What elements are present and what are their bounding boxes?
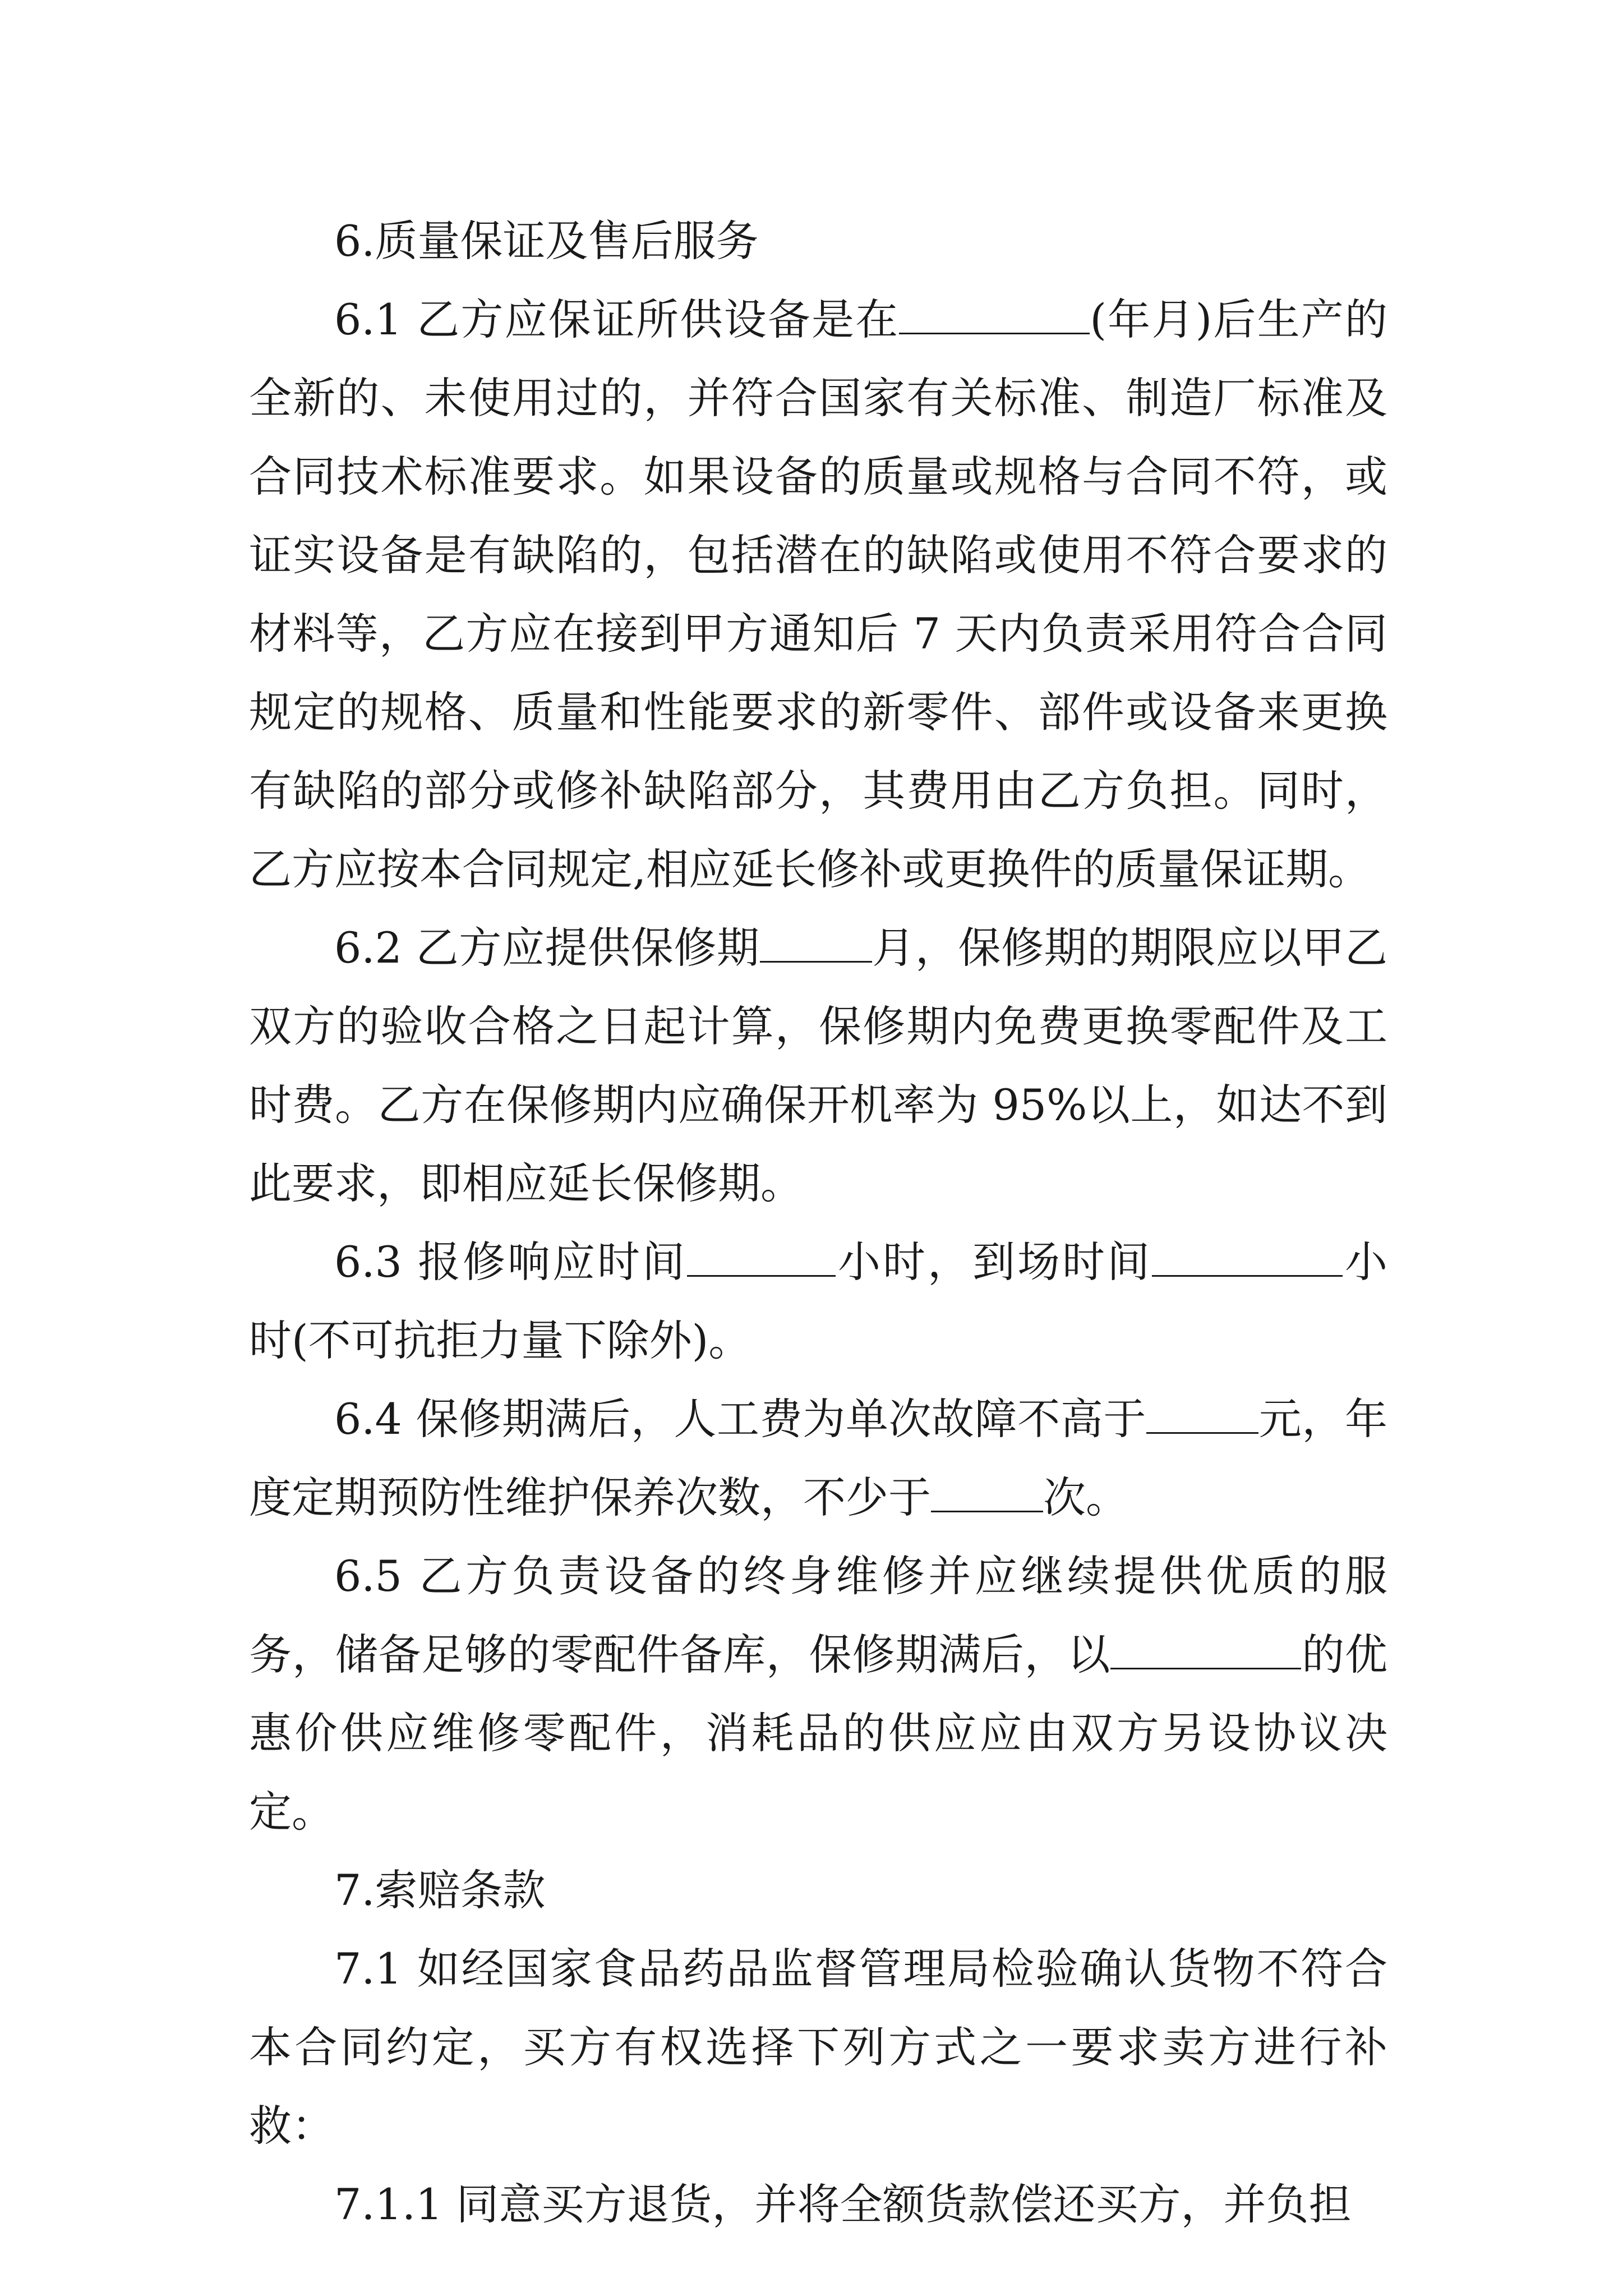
section-7-heading: 7.索赔条款 [334, 1865, 546, 1915]
blank-response-hours [687, 1240, 836, 1277]
clause-7-1-1: 7.1.1 同意买方退货，并将全额货款偿还买方，并负担 [334, 2179, 1352, 2229]
clause-6-2: 6.2 乙方应提供保修期 月，保修期的期限应以甲乙双方的验收合格之日起计算，保修期内免费更换零配件及工时费。乙方在保修期内应确保开机率为 95%以上，如达不到此要求，即相应延长保修期。 [249, 923, 1388, 1208]
blank-production-date [899, 298, 1090, 334]
blank-arrival-hours [1152, 1240, 1343, 1277]
blank-discount-price [1110, 1633, 1301, 1669]
document-body [249, 202, 1387, 2244]
clause-6-4: 6.4 保修期满后，人工费为单次故障不高于 元，年度定期预防性维护保养次数，不少于 次。 [249, 1394, 1387, 1522]
blank-maintenance-count [931, 1476, 1043, 1512]
clause-6-1: 6.1 乙方应保证所供设备是在 (年月)后生产的全新的、未使用过的，并符合国家有关标准、制造厂标准及合同技术标准要求。如果设备的质量或规格与合同不符，或证实设备是有缺陷的，包括潜在的缺陷或使用不符合要求的材料等，乙方应在接到甲方通知后 7 天内负责采用符合合同规定的规格、质量和性能要求的新零件、部件或设备来更换有缺陷的部分或修补缺陷部分，其费用由乙方负担。同时，乙方应按本合同规定,相应延长修补或更换件的质量保证期。 [249, 295, 1387, 894]
clause-7-1: 7.1 如经国家食品药品监督管理局检验确认货物不符合本合同约定，买方有权选择下列方式之一要求卖方进行补救： [249, 1944, 1387, 2151]
clause-6-3: 6.3 报修响应时间 小时，到场时间 小时(不可抗拒力量下除外)。 [249, 1237, 1387, 1365]
clause-6-5: 6.5 乙方负责设备的终身维修并应继续提供优质的服务，储备足够的零配件备库，保修期满后，以 的优惠价供应维修零配件，消耗品的供应应由双方另设协议决定。 [249, 1551, 1388, 1837]
section-6-heading: 6.质量保证及售后服务 [334, 216, 759, 266]
blank-warranty-months [760, 926, 872, 963]
blank-labor-fee [1146, 1397, 1258, 1434]
